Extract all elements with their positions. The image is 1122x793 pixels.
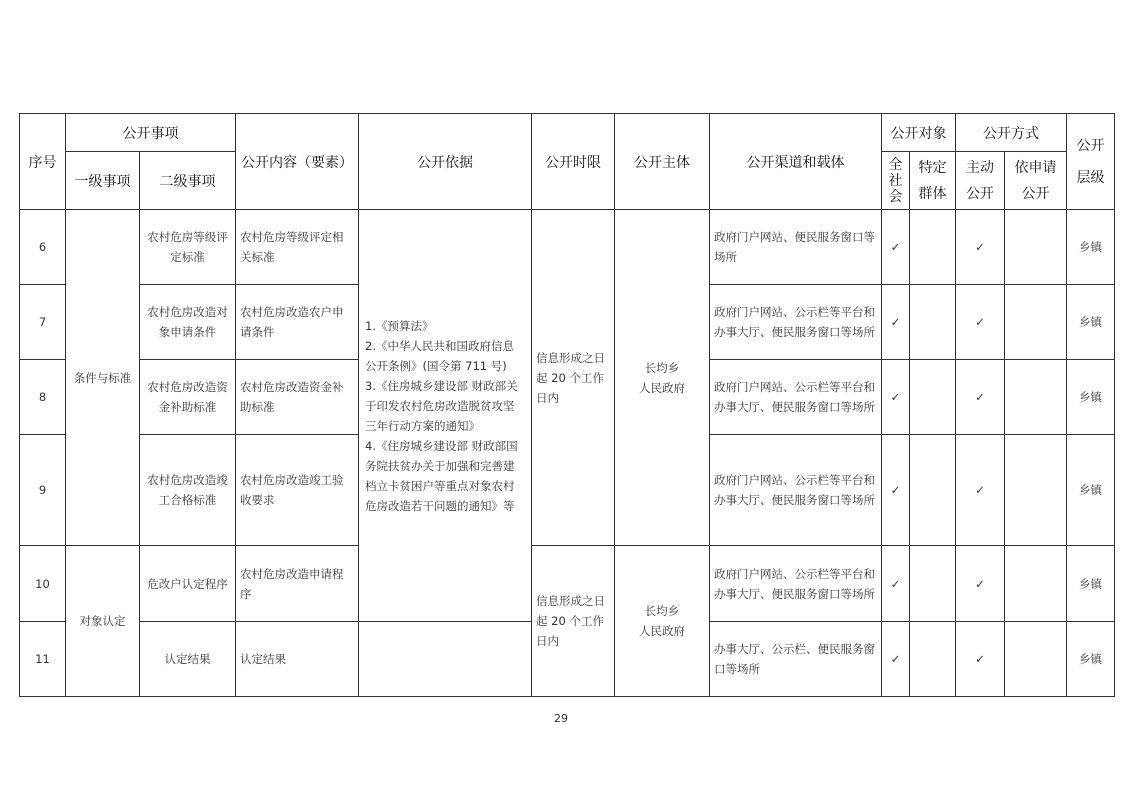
header-target-all: 全 社 会 (882, 152, 910, 210)
check-icon: ✓ (882, 285, 910, 360)
subject-1: 长均乡 人民政府 (615, 210, 710, 546)
row-request (1005, 210, 1067, 285)
check-icon: ✓ (882, 210, 910, 285)
check-icon: ✓ (956, 546, 1005, 622)
row-level: 乡镇 (1067, 360, 1115, 435)
row-channel: 政府门户网站、便民服务窗口等场所 (710, 210, 882, 285)
subject-2: 长均乡 人民政府 (615, 546, 710, 697)
row-level: 乡镇 (1067, 622, 1115, 697)
check-icon: ✓ (956, 435, 1005, 546)
header-level1: 一级事项 (66, 152, 140, 210)
row-level2: 农村危房改造对象申请条件 (140, 285, 236, 360)
row-special (910, 622, 956, 697)
row-level2: 农村危房改造资金补助标准 (140, 360, 236, 435)
time-limit-1: 信息形成之日起 20 个工作日内 (532, 210, 615, 546)
header-target-group: 公开对象 (882, 114, 956, 152)
header-seq: 序号 (20, 114, 66, 210)
row-channel: 办事大厅、公示栏、便民服务窗口等场所 (710, 622, 882, 697)
row-request (1005, 622, 1067, 697)
row-content: 认定结果 (236, 622, 359, 697)
page-number: 29 (554, 712, 568, 725)
row-special (910, 435, 956, 546)
table-row (20, 546, 1115, 622)
row-seq: 10 (20, 546, 66, 622)
header-target-special: 特定 群体 (910, 152, 956, 210)
row-level2: 危改户认定程序 (140, 546, 236, 622)
header-channel: 公开渠道和载体 (710, 114, 882, 210)
header-method-group: 公开方式 (956, 114, 1067, 152)
row-content: 农村危房改造申请程序 (236, 546, 359, 622)
row-seq: 9 (20, 435, 66, 546)
header-basis: 公开依据 (359, 114, 532, 210)
row-request (1005, 546, 1067, 622)
check-icon: ✓ (882, 360, 910, 435)
row-request (1005, 360, 1067, 435)
row-special (910, 285, 956, 360)
row-level2: 农村危房改造竣工合格标准 (140, 435, 236, 546)
row-content: 农村危房改造农户申请条件 (236, 285, 359, 360)
level1-recognition: 对象认定 (66, 546, 140, 697)
check-icon: ✓ (956, 210, 1005, 285)
row-special (910, 360, 956, 435)
row-request (1005, 435, 1067, 546)
row-level: 乡镇 (1067, 546, 1115, 622)
row-channel: 政府门户网站、公示栏等平台和办事大厅、便民服务窗口等场所 (710, 360, 882, 435)
row-seq: 8 (20, 360, 66, 435)
row-channel: 政府门户网站、公示栏等平台和办事大厅、便民服务窗口等场所 (710, 546, 882, 622)
basis-line-3: 3.《住房城乡建设部 财政部关于印发农村危房改造脱贫攻坚三年行动方案的通知》 (365, 378, 518, 433)
header-method-active: 主动 公开 (956, 152, 1005, 210)
row-special (910, 546, 956, 622)
row-channel: 政府门户网站、公示栏等平台和办事大厅、便民服务窗口等场所 (710, 435, 882, 546)
check-icon: ✓ (956, 360, 1005, 435)
check-icon: ✓ (956, 285, 1005, 360)
header-level2: 二级事项 (140, 152, 236, 210)
row-content: 农村危房等级评定相关标准 (236, 210, 359, 285)
row-level2: 农村危房等级评定标准 (140, 210, 236, 285)
basis-line-2: 2.《中华人民共和国政府信息公开条例》(国令第 711 号) (365, 338, 514, 373)
row-request (1005, 285, 1067, 360)
basis-line-1: 1.《预算法》 (365, 318, 434, 333)
check-icon: ✓ (882, 435, 910, 546)
row-level2: 认定结果 (140, 622, 236, 697)
header-time-limit: 公开时限 (532, 114, 615, 210)
header-level: 公开 层级 (1067, 114, 1115, 210)
row-special (910, 210, 956, 285)
row-content: 农村危房改造资金补助标准 (236, 360, 359, 435)
row-seq: 11 (20, 622, 66, 697)
basis-cell (359, 210, 532, 622)
row-seq: 6 (20, 210, 66, 285)
table-row (20, 210, 1115, 285)
row-level: 乡镇 (1067, 435, 1115, 546)
row-level: 乡镇 (1067, 285, 1115, 360)
row-channel: 政府门户网站、公示栏等平台和办事大厅、便民服务窗口等场所 (710, 285, 882, 360)
header-content: 公开内容（要素） (236, 114, 359, 210)
level1-conditions: 条件与标准 (66, 210, 140, 546)
check-icon: ✓ (882, 622, 910, 697)
check-icon: ✓ (956, 622, 1005, 697)
basis-line-4: 4.《住房城乡建设部 财政部国务院扶贫办关于加强和完善建档立卡贫困户等重点对象农村危房改造若干问题的通知》等 (365, 438, 518, 513)
basis-continuation (359, 622, 532, 697)
header-subject: 公开主体 (615, 114, 710, 210)
header-items-group: 公开事项 (66, 114, 236, 152)
time-limit-2: 信息形成之日起 20 个工作日内 (532, 546, 615, 697)
row-seq: 7 (20, 285, 66, 360)
row-content: 农村危房改造竣工验收要求 (236, 435, 359, 546)
header-method-request: 依申请 公开 (1005, 152, 1067, 210)
check-icon: ✓ (882, 546, 910, 622)
row-level: 乡镇 (1067, 210, 1115, 285)
disclosure-table (19, 113, 1115, 697)
